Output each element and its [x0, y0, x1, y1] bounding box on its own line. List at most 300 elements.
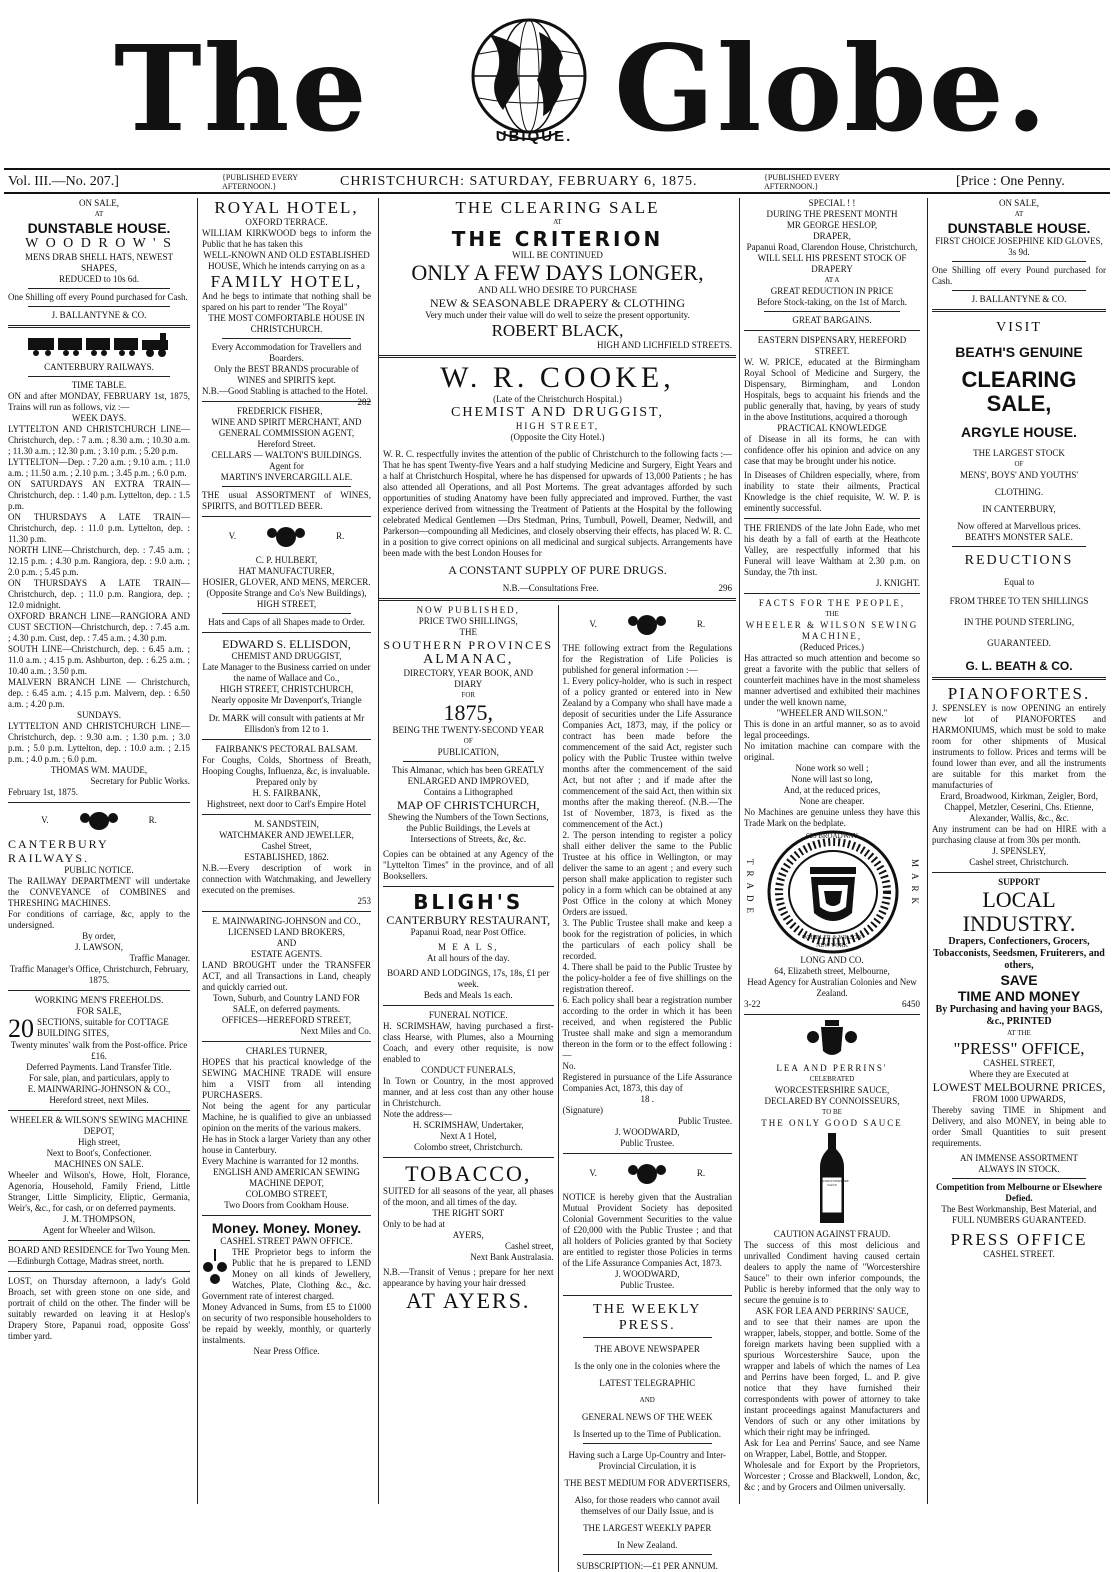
- life-form5: Public Trustee.: [677, 1116, 732, 1126]
- facts-title: FACTS FOR THE PEOPLE,: [758, 598, 906, 608]
- press-thereby: Thereby saving TIME in Shipment and Delivery, and also MONEY, in being able to order Small Quantities to suit present requirements.: [932, 1105, 1106, 1148]
- funeral-body: H. SCRIMSHAW, having purchased a first-class Hearse, with Plumes, also a Mourning Coach, and every other requisite, is now enabled to: [383, 1021, 554, 1064]
- alm-dir: DIRECTORY, YEAR BOOK, AND: [403, 668, 534, 678]
- tobacco-title: TOBACCO,: [405, 1161, 532, 1186]
- special-addr: Papanui Road, Clarendon House, Christchurch,: [746, 242, 918, 252]
- royal-title: ROYAL HOTEL,: [214, 198, 359, 217]
- freeholds-sale: FOR SALE,: [76, 1006, 122, 1016]
- sandstein-street: Cashel Street,: [261, 841, 312, 851]
- hulbert-hats: Hats and Caps of all Shapes made to Order.: [208, 617, 365, 627]
- sandstein-nb: N.B.—Every description of work in connection with Watchmaking, and Jewellery executed on the premises.: [202, 863, 371, 895]
- cooke-nb: [383, 583, 732, 594]
- ad-amp: [563, 1160, 733, 1291]
- royal-nb: [202, 386, 371, 407]
- bottle-label: WORCESTERSHIRE SAUCE: [822, 1179, 849, 1187]
- column-1: [4, 198, 194, 1504]
- beath-co: G. L. BEATH & CO.: [965, 659, 1073, 673]
- alm-now: NOW PUBLISHED,: [416, 605, 520, 615]
- weekly-inserted: Is Inserted up to the Time of Publication.: [573, 1429, 721, 1439]
- mark-label: MARK: [910, 859, 920, 911]
- lea-ask: ASK FOR LEA AND PERRINS' SAUCE,: [755, 1306, 909, 1316]
- notice-body: The RAILWAY DEPARTMENT will undertake the CONVEYANCE of COMBINES and THRESHING MACHINES.: [8, 876, 190, 908]
- place-date: CHRISTCHURCH: SATURDAY, FEBRUARY 6, 1875.: [340, 174, 698, 189]
- money-adv: Money Advanced in Sums, from £5 to £1000 on security of two responsible householders to be repaid by weekly, monthly, or quarterly instalments.: [202, 1302, 371, 1345]
- cooke-supply: A CONSTANT SUPPLY OF PURE DRUGS.: [448, 563, 667, 577]
- notice-name: J. LAWSON,: [74, 942, 124, 952]
- fairbank-addr: Highstreet, next door to Carl's Empire Hotel: [206, 799, 367, 809]
- rail-entry: LYTTELTON AND CHRISTCHURCH LINE—Christchurch, dep. : 7 a.m. ; 8.30 a.m. ; 10.30 a.m. ; 11.30 a.m. ; 12.30 p.m. ; 3.10 p.m. ; 5.20 p.m.: [8, 424, 190, 456]
- mj-town: Town, Suburb, and Country LAND FOR SALE, on deferred payments.: [212, 993, 361, 1014]
- clearing-all: AND ALL WHO DESIRE TO PURCHASE: [478, 285, 637, 295]
- col3-right: [558, 605, 737, 1572]
- eastern-children: In Diseases of Children especially, where, from inability to state their ailments, Practical Knowledge is the chief requisite, W. W. P. is eminently successful.: [744, 470, 920, 513]
- rail-entry: OXFORD BRANCH LINE—RANGIORA AND CUST SECTION—Christchurch, dep. : 7.45 a.m. ; 4.30 p.m. Cust, dep. : 7.45 a.m. ; 4.30 p.m.: [8, 611, 190, 643]
- ellisdon-name: EDWARD S. ELLISDON,: [222, 637, 351, 651]
- dateline: [4, 168, 1110, 194]
- timetable: TIME TABLE.: [71, 380, 127, 390]
- fisher-assort: THE usual ASSORTMENT of WINES, SPIRITS, and BOTTLED BEER.: [202, 490, 371, 511]
- cooke-body: W. R. C. respectfully invites the attention of the public of Christchurch to the following facts :—That he has spent Twenty-five Years and a half studying Medicine and Surgery, Eight Years and a half at Christchurch Hospital, where he has dispensed for upwards of 13,000 Patients ; he has also attended all Operations, and all Post Mortems. The great advantages afforded by such opportunities of studing Anatomy have been fully appreciated and improved. Further, the vast experience derived from witnessing the Treatment of Patients at the Hospital by the following celebrated Medical Gentlemen —Drs Stedman, Prins, Turnbull, Powell, Deamer, Nedwill, and Parkerson—compounding all Medicines, and closely observing their effects, has placed W. R. C. in a position to give correct opinions on all medicinal and surgical subjects. Arrangements have been made with the best London Houses for: [383, 449, 732, 558]
- ad-board: BOARD AND RESIDENCE for Two Young Men.—Edinburgh Cottage, Madras street, north.: [8, 1245, 190, 1266]
- royal-crest-icon: [627, 611, 667, 637]
- special-before: Before Stock-taking, on the 1st of March.: [757, 297, 907, 307]
- alm-year: 1875,: [443, 700, 493, 725]
- press-time: TIME AND MONEY: [957, 988, 1081, 1004]
- life-form2: Registered in pursuance of the Life Assurance Companies Act, 1873, this day of: [562, 1072, 732, 1093]
- facts-l4: None are cheaper.: [799, 796, 865, 806]
- sauce-bottle: [812, 1133, 852, 1225]
- life-item: 2. The person intending to register a policy shall either deliver the same to the Public Trustee at his office in Wellington, or may deliver the same to an agent ; and every such person shall make application to register such policy in a form which can be obtained at any Post Office in the colony at which Money Orders are issued.: [562, 830, 732, 917]
- fisher-line1: WINE AND SPIRIT MERCHANT, AND: [211, 417, 362, 427]
- alm-the: THE: [459, 627, 477, 637]
- press-always: ALWAYS IN STOCK.: [978, 1164, 1060, 1174]
- eastern-prac: PRACTICAL KNOWLEDGE: [777, 423, 887, 433]
- royal-crest-icon: [79, 809, 119, 831]
- clearing-addr: HIGH AND LICHFIELD STREETS.: [597, 340, 732, 350]
- ad-life-policies: [563, 611, 733, 1149]
- lea-decl: DECLARED BY CONNOISSEURS,: [764, 1096, 900, 1106]
- col3-subcolumns: [379, 605, 736, 1572]
- royal-accom: Every Accommodation for Travellers and Boarders.: [211, 342, 362, 363]
- freeholds-walk: Twenty minutes' walk from the Post-office. Price £16.: [10, 1040, 188, 1061]
- dunstable-house: DUNSTABLE HOUSE.: [947, 220, 1091, 236]
- alm-shew: Shewing the Numbers of the Town Sections, the Public Buildings, the Levels at Intersections of Streets, &c, &c.: [388, 812, 549, 844]
- clearing-will: WILL BE CONTINUED: [512, 250, 603, 260]
- ad-dunstable-2: [932, 198, 1106, 305]
- ad-ellisdon: [202, 637, 371, 735]
- rail-entry: ON THURSDAYS A LATE TRAIN—Christchurch, dep. : 11.0 p.m. Lyttelton, dep. : 11.30 p.m.: [8, 512, 190, 544]
- beath-now: Now offered at Marvellous prices.: [957, 521, 1081, 531]
- ad-mainwaring: [202, 916, 371, 1037]
- lea-only: THE ONLY GOOD SAUCE: [761, 1118, 903, 1128]
- friends-body: THE FRIENDS of the late John Eade, who met his death by a fall of earth at the Heathcote Valley, are respectfully informed that his Funeral will leave Waltham at 2.30 p.m. on Sunday, the 7th inst.: [744, 523, 920, 577]
- life-body: THE following extract from the Regulations for the Registration of Life Policies is published for general information :—: [562, 643, 732, 675]
- bligh-title: BLIGH'S: [413, 890, 524, 914]
- sunday-entry: LYTTELTON AND CHRISTCHURCH LINE—Christchurch, dep. : 9.30 a.m. ; 1.30 p.m. ; 3.0 p.m. ; 5.0 p.m. Lyttelton, dep. : 10.0 a.m. ; 2.15 p.m. ; 4.0 p.m. ; 6.0 p.m.: [8, 721, 190, 764]
- notice-office: Traffic Manager's Office, Christchurch, February, 1875.: [9, 964, 189, 985]
- hulbert-opp: (Opposite Strange and Co's New Buildings), HIGH STREET,: [206, 588, 367, 609]
- friends-name: J. KNIGHT.: [875, 578, 920, 588]
- ad-pianofortes: [932, 684, 1106, 868]
- bligh-meals: M E A L S,: [438, 942, 499, 952]
- ad-tobacco: [383, 1162, 554, 1313]
- trade-mark-block: [744, 829, 920, 955]
- mj-name: E. MAINWARING-JOHNSON and CO.,: [212, 916, 361, 926]
- beath-largest: THE LARGEST STOCK: [973, 448, 1065, 458]
- tobacco-at: AT AYERS.: [406, 1288, 531, 1313]
- ad-bligh: [383, 891, 554, 1001]
- fisher-cellars: CELLARS — WALTON'S BUILDINGS.: [211, 450, 362, 460]
- rail-role: Secretary for Public Works.: [90, 776, 190, 786]
- weekly-above: THE ABOVE NEWSPAPER: [594, 1344, 700, 1354]
- fairbank-name: H. S. FAIRBANK,: [252, 788, 321, 798]
- clearing-at: AT: [553, 218, 562, 226]
- fisher-ale: MARTIN'S INVERCARGILL ALE.: [220, 472, 353, 482]
- trade-label: TRADE: [745, 859, 755, 919]
- turner-agent: Not being the agent for any particular Machine, he is qualified to give an unbiassed opinion on the merits of the various makers.: [202, 1101, 371, 1133]
- woodrows: W O O D R O W ' S: [25, 236, 173, 251]
- lea-rest: and to see that their names are upon the wrapper, labels, stopper, and bottle. Some of the foreign markets having been supplied with a spurious Worcestershire Sauce, upon the wrapper and labels of which the names of Lea and Perrins have been forged, L. and P. give notice that they have furnished their correspondents with power of attorney to take instant proceedings against Manufacturers and Vendors of such or any other imitations by which their right may be infringed.: [744, 1317, 920, 1437]
- alm-diary: DIARY: [454, 679, 483, 689]
- royal-intimate: And he begs to intimate that nothing shall be spared on his part to render "The Royal": [202, 291, 371, 312]
- special-body: DURING THE PRESENT MONTH: [766, 209, 898, 219]
- facts-quote: "WHEELER AND WILSON.": [776, 708, 888, 718]
- beath-guar: GUARANTEED.: [987, 638, 1051, 648]
- facts-l1: None work so well ;: [795, 763, 869, 773]
- train-icon: [24, 332, 174, 358]
- money-body: THE Proprietor begs to inform the Public that he is prepared to LEND Money on all kinds of Jewellery, Watches, Plate, Clothing &c., &c. Government rate of interest charged.: [202, 1247, 371, 1301]
- notice-order: By order,: [82, 931, 116, 941]
- wheeler-onsale: MACHINES ON SALE.: [54, 1159, 144, 1169]
- life-item: 4. There shall be paid to the Public Trustee by the policy-holder a fee of five shillings on the registration thereof.: [562, 962, 732, 994]
- rail-entry: MALVERN BRANCH LINE — Christchurch, dep. : 6.45 a.m. ; 4.15 p.m. Malvern, dep. : 6.50 a.m. ; 4.20 p.m.: [8, 677, 190, 709]
- onsale: ON SALE,: [79, 198, 119, 208]
- weekly-only: Is the only one in the colonies where the: [574, 1361, 720, 1371]
- cooke-trade: CHEMIST AND DRUGGIST,: [451, 405, 664, 420]
- amp-role: Public Trustee.: [620, 1280, 675, 1290]
- alm-being: BEING THE TWENTY-SECOND YEAR: [392, 725, 545, 735]
- freeholds-plans: For sale, plan, and particulars, apply to: [28, 1073, 170, 1083]
- money-office: CASHEL STREET PAWN OFFICE.: [220, 1236, 353, 1246]
- money-title: Money. Money. Money.: [211, 1220, 362, 1236]
- turner-depot: ENGLISH AND AMERICAN SEWING MACHINE DEPOT,: [213, 1167, 360, 1188]
- royal-num: 282: [357, 397, 371, 407]
- column-2: [197, 198, 375, 1504]
- tobacco-nb: N.B.—Transit of Venus ; prepare for her next appearance by having your hair dressed: [383, 1267, 554, 1288]
- notice-sub: PUBLIC NOTICE.: [64, 865, 134, 875]
- turner-street: COLOMBO STREET,: [245, 1189, 328, 1199]
- mj-estate: ESTATE AGENTS.: [250, 949, 323, 959]
- masthead: [4, 0, 1110, 168]
- ad-royal-hotel: [202, 198, 371, 407]
- ellisdon-trade: CHEMIST AND DRUGGIST,: [231, 651, 342, 661]
- beath-pound: IN THE POUND STERLING,: [963, 617, 1075, 627]
- freeholds-num: 20: [8, 1014, 34, 1043]
- facts-fraud: This is done in an artful manner, so as to avoid legal proceedings.: [744, 719, 920, 740]
- price: [Price : One Penny.: [956, 174, 1065, 189]
- ad-money: [202, 1220, 371, 1357]
- column-4: [739, 198, 924, 1504]
- rail-entry: ON THURSDAYS A LATE TRAIN—Christchurch, dep. ; 11.0 p.m. Rangiora, dep. ; 12.0 midnight.: [8, 578, 190, 610]
- beath-visit: VISIT: [996, 320, 1042, 335]
- ellisdon-mark: Dr. MARK will consult with patients at Mr Ellisdon's from 12 to 1.: [208, 713, 365, 734]
- at: AT: [1014, 210, 1024, 218]
- notice-role: Traffic Manager.: [129, 953, 190, 963]
- beath-of: OF: [1014, 460, 1024, 468]
- railways-title: CANTERBURY RAILWAYS.: [44, 362, 154, 372]
- published-note-left: {PUBLISHED EVERY AFTERNOON.}: [222, 173, 299, 191]
- lea-celeb: CELEBRATED: [809, 1075, 855, 1083]
- fisher-agent: Agent for: [269, 461, 304, 471]
- ellisdon-near: Nearly opposite Mr Davenport's, Triangle: [211, 695, 362, 705]
- tobacco-only: Only to be had at: [383, 1219, 445, 1229]
- fairbank-prep: Prepared only by: [255, 777, 318, 787]
- wheeler-role: Agent for Wheeler and Wilson.: [42, 1225, 156, 1235]
- signature: J. BALLANTYNE & CO.: [971, 294, 1067, 304]
- volume-number: Vol. III.—No. 207.]: [8, 174, 119, 189]
- ad-wheeler-depot: [8, 1115, 190, 1236]
- dunstable-body: FIRST CHOICE JOSEPHINE KID GLOVES, 3s 9d.: [935, 236, 1103, 257]
- funeral-title: FUNERAL NOTICE.: [428, 1010, 508, 1020]
- alm-map: MAP OF CHRISTCHURCH,: [396, 798, 540, 812]
- wheeler-body: Wheeler and Wilson's, Howe, Holt, Florance, Agenoria, Household, Family Friend, Little Stranger, Little Simplicity, Eliptic, Germania, Weir's, &c., for cash, or on deferred payments.: [8, 1170, 190, 1213]
- eastern-rest: of Disease in all its forms, he can with confidence offer his opinion and advice on any case that may be brought under his notice.: [744, 434, 920, 466]
- facts-num2: 6450: [902, 999, 920, 1009]
- sandstein-num: 253: [357, 896, 371, 906]
- press-support: SUPPORT: [998, 877, 1040, 887]
- life-item: 6. Each policy shall bear a registration number according to the order in which it has been received, and when registered the Public Trustee shall make and sign a memorandum thereon in the form or to the effect following :—: [562, 995, 732, 1060]
- cooke-name: W. R. COOKE,: [440, 361, 675, 394]
- v: V.: [41, 814, 49, 825]
- lea-caution: CAUTION AGAINST FRAUD.: [773, 1229, 891, 1239]
- beath-equal: Equal to: [1003, 577, 1035, 587]
- ad-turner: [202, 1046, 371, 1211]
- life-form1: No.: [562, 1061, 576, 1071]
- bligh-hours: At all hours of the day.: [427, 953, 510, 963]
- cooke-late: (Late of the Christchurch Hospital.): [493, 394, 622, 404]
- weekly-general: GENERAL NEWS OF THE WEEK: [581, 1412, 713, 1422]
- v: V.: [589, 618, 597, 629]
- r: R.: [336, 530, 345, 541]
- weekdays: WEEK DAYS.: [71, 413, 127, 423]
- seal-mid: WHEELER & WILSON: [802, 935, 862, 941]
- facts-l2: None will last so long,: [791, 774, 873, 784]
- ad-cooke: [379, 362, 736, 594]
- life-role: Public Trustee.: [620, 1138, 675, 1148]
- ad-fairbank: [202, 744, 371, 810]
- sandstein-trade: WATCHMAKER AND JEWELLER,: [219, 830, 354, 840]
- beath-mens: MENS', BOYS' AND YOUTHS': [959, 470, 1079, 480]
- facts-machine: WHEELER & WILSON SEWING MACHINE,: [745, 620, 919, 641]
- ad-eastern-dispensary: [744, 335, 920, 514]
- ad-special-heslop: [744, 198, 920, 326]
- hats: MENS DRAB SHELL HATS, NEWEST SHAPES,: [25, 252, 173, 273]
- lea-title: LEA AND PERRINS': [776, 1063, 888, 1073]
- press-having: By Purchasing and having your BAGS, &c., PRINTED: [935, 1004, 1103, 1027]
- lea-ask2: Ask for Lea and Perrins' Sauce, and see Name on Wrapper, Label, Bottle, and Stopper.: [744, 1438, 920, 1459]
- r: R.: [696, 1167, 706, 1178]
- press-cs: CASHEL STREET.: [983, 1249, 1055, 1259]
- tobacco-body: SUITED for all seasons of the year, all phases of the moon, and all times of the day.: [383, 1186, 554, 1207]
- turner-doors: Two Doors from Cookham House.: [224, 1200, 349, 1210]
- press-best: The Best Workmanship, Best Material, and: [941, 1204, 1097, 1214]
- dunstable-house: DUNSTABLE HOUSE.: [27, 220, 171, 236]
- shilling-off: One Shilling off every Pound purchased for Cash.: [932, 265, 1106, 286]
- masthead-title-right: Globe.: [614, 19, 1049, 158]
- funeral-name: H. SCRIMSHAW, Undertaker,: [412, 1120, 524, 1130]
- wheeler-name: J. M. THOMPSON,: [62, 1214, 136, 1224]
- alm-copies: Copies can be obtained at any Agency of the "Lyttelton Times" in the province, and of all Booksellers.: [383, 849, 554, 881]
- beath-clearing: CLEARING SALE,: [961, 367, 1077, 416]
- amp-name: J. WOODWARD,: [614, 1269, 680, 1279]
- rail-entry: LYTTELTON—Dep. : 7.20 a.m. ; 9.10 a.m. ; 11.0 a.m. ; 11.50 a.m. ; 2.10 p.m. ; 3.45 p.m. ; 6.0 p.m.: [8, 457, 190, 478]
- weekly-having: Having such a Large Up-Country and Inter-Provincial Circulation, it is: [568, 1450, 727, 1471]
- piano-body: J. SPENSLEY is now OPENING an entirely new lot of PIANOFORTES and HARMONIUMS, which must be sold to make room for other shipments of Musical instruments to follow. Prices and terms will be found lower than ever, and all the instruments are suitable for this market from the manufacturies of: [932, 703, 1106, 790]
- ad-railway-notice: [8, 809, 190, 986]
- piano-hire: Any instrument can be had on HIRE with a purchasing clause at from 30s per month.: [932, 824, 1106, 845]
- bligh-board: BOARD AND LODGINGS, 17s, 18s, £1 per week.: [387, 968, 550, 989]
- funeral-next: Next A 1 Hotel,: [440, 1131, 497, 1141]
- rail-date: February 1st, 1875.: [8, 787, 78, 797]
- published-note-right: {PUBLISHED EVERY AFTERNOON.}: [764, 173, 841, 191]
- newspaper-page: [4, 0, 1110, 1571]
- ad-clearing-sale: [379, 198, 736, 351]
- hulbert-name: C. P. HULBERT,: [255, 555, 318, 565]
- royal-body: WILLIAM KIRKWOOD begs to inform the Public that he has taken this: [202, 228, 371, 249]
- weekly-also: Also, for those readers who cannot avail themselves of our Daily Issue, and is: [574, 1495, 720, 1516]
- royal-known: WELL-KNOWN AND OLD ESTABLISHED HOUSE, Which he intends carrying on as a: [203, 250, 370, 271]
- turner-body: HOPES that his practical knowledge of the SEWING MACHINE TRADE will ensure him a VISIT from all intending PURCHASERS.: [202, 1057, 371, 1100]
- royal-family: FAMILY HOTEL,: [210, 272, 363, 291]
- seal-top: 625 BROADWAY: [805, 832, 859, 840]
- rail-entry: NORTH LINE—Christchurch, dep. : 7.45 a.m. ; 12.15 p.m. ; 4.30 p.m. Rangiora, dep. : 9.0 a.m. ; 2.0 p.m. ; 5.45 p.m.: [8, 545, 190, 577]
- weekly-title: THE WEEKLY PRESS.: [593, 1302, 702, 1333]
- mj-and: AND: [276, 938, 297, 948]
- piano-addr: Cashel street, Christchurch.: [969, 857, 1069, 867]
- alm-contains: Contains a Lithographed: [423, 787, 513, 797]
- funeral-note: Note the address—: [383, 1109, 452, 1119]
- freeholds-line: SECTIONS, suitable for COTTAGE BUILDING SITES,: [37, 1017, 169, 1038]
- funeral-conduct: CONDUCT FUNERALS,: [421, 1065, 516, 1075]
- special-at: AT A: [824, 276, 840, 284]
- signature: J. BALLANTYNE & CO.: [51, 310, 147, 320]
- piano-name: J. SPENSLEY,: [992, 846, 1046, 856]
- ad-railways: [8, 332, 190, 798]
- clearing-value: Very much under their value will do well to seize the present opportunity.: [425, 310, 690, 320]
- press-save: SAVE: [1000, 972, 1038, 988]
- life-name: J. WOODWARD,: [614, 1127, 680, 1137]
- shilling-off: One Shilling off every Pound purchased for Cash.: [8, 292, 188, 302]
- facts-the: THE: [825, 610, 839, 618]
- press-where: Where they are Executed at: [969, 1069, 1069, 1079]
- ad-weekly-press: [563, 1302, 733, 1572]
- at: AT: [94, 210, 104, 218]
- ad-lost: LOST, on Thursday afternoon, a lady's Gold Broach, set with green stone on one side, and portrait of child on the other. The finder will be suitably rewarded on leaving it at Heslop's Drapery Store, Papanui road, opposite Goss' timber yard.: [8, 1276, 190, 1341]
- bligh-beds: Beds and Meals 1s each.: [423, 990, 513, 1000]
- masthead-title-left: The: [114, 19, 369, 158]
- alm-title: SOUTHERN PROVINCES: [383, 638, 554, 652]
- mj-trade: LICENSED LAND BROKERS,: [228, 927, 345, 937]
- royal-addr: OXFORD TERRACE.: [245, 217, 328, 227]
- weekly-latest: LATEST TELEGRAPHIC: [599, 1378, 696, 1388]
- sandstein-name: M. SANDSTEIN,: [254, 819, 319, 829]
- cooke-street: HIGH STREET,: [515, 421, 600, 431]
- funeral-rest: In Town or Country, in the most approved manner, and at less cost than any other house in Christchurch.: [383, 1076, 554, 1108]
- sundays: SUNDAYS.: [77, 710, 121, 720]
- ad-fisher: [202, 406, 371, 512]
- alm-of: OF: [463, 737, 473, 745]
- r: R.: [148, 814, 157, 825]
- bligh-addr: Papanui Road, near Post Office.: [410, 927, 526, 937]
- royal-arms-icon: [807, 1019, 857, 1061]
- ad-dunstable-1: [8, 198, 190, 321]
- turner-stock: He has in Stock a larger Variety than any other house in Canterbury.: [202, 1134, 371, 1155]
- column-3: [378, 198, 736, 1571]
- ad-lea-perrins: [744, 1019, 920, 1493]
- ad-beath: [932, 320, 1106, 673]
- piano-title: PIANOFORTES.: [947, 684, 1091, 703]
- wheeler-high: High street,: [78, 1137, 120, 1147]
- life-form3: 18 .: [640, 1094, 654, 1104]
- funeral-addr: Colombo street, Christchurch.: [414, 1142, 523, 1152]
- press-full: FULL NUMBERS GUARANTEED.: [952, 1215, 1086, 1225]
- notice-cond: For conditions of carriage, &c, apply to the undersigned.: [8, 909, 190, 930]
- lea-body: The success of this most delicious and unrivalled Condiment having caused certain dealers to apply the name of "Worcestershire Sauce" to their own inferior compounds, the Public is hereby informed that the only way to secure the genuine is to: [744, 1240, 920, 1305]
- special-bargains: GREAT BARGAINS.: [792, 315, 872, 325]
- press-street: CASHEL STREET,: [983, 1058, 1055, 1068]
- facts-no: No imitation machine can compare with the original.: [744, 741, 920, 762]
- clearing-only: ONLY A FEW DAYS LONGER,: [411, 260, 704, 285]
- beath-genuine: BEATH'S GENUINE: [955, 344, 1083, 360]
- turner-name: CHARLES TURNER,: [245, 1046, 328, 1056]
- alm-greatly: This Almanac, which has been GREATLY ENLARGED AND IMPROVED,: [391, 765, 545, 786]
- ad-friends: [744, 523, 920, 589]
- mj-next: Next Miles and Co.: [300, 1026, 371, 1036]
- ad-funeral: [383, 1010, 554, 1153]
- hulbert-trade: HAT MANUFACTURER,: [238, 566, 335, 576]
- royal-brands: Only the BEST BRANDS procurable of WINES and SPIRITS kept.: [214, 364, 359, 385]
- ad-facts-people: [744, 598, 920, 1010]
- weekly-nz: In New Zealand.: [617, 1540, 678, 1550]
- col3-left: [379, 605, 558, 1572]
- facts-genuine: No Machines are genuine unless they have this Trade Mark on the bedplate.: [744, 807, 920, 828]
- facts-nums: [744, 999, 920, 1010]
- facts-agent: LONG AND CO.: [800, 955, 864, 965]
- facts-num1: 3-22: [744, 999, 761, 1009]
- beath-inc: IN CANTERBURY,: [982, 504, 1056, 514]
- lea-tobe: TO BE: [822, 1108, 842, 1116]
- reduced: REDUCED to 10s 6d.: [58, 274, 139, 284]
- fairbank-title: FAIRBANK'S PECTORAL BALSAM.: [215, 744, 358, 754]
- tobacco-right: THE RIGHT SORT: [432, 1208, 505, 1218]
- clearing-title: THE CLEARING SALE: [455, 198, 660, 217]
- royal-crest-icon: [266, 523, 306, 549]
- lea-sauce: WORCESTERSHIRE SAUCE,: [774, 1085, 890, 1095]
- notice-title: CANTERBURY RAILWAYS.: [8, 837, 109, 865]
- freeholds-agent: E. MAINWARING-JOHNSON & CO.,: [27, 1084, 171, 1094]
- special-draper: DRAPER,: [813, 231, 851, 241]
- hulbert-line: HOSIER, GLOVER, AND MENS, MERCER.: [202, 577, 371, 587]
- special-great: GREAT REDUCTION IN PRICE: [770, 286, 894, 296]
- press-from: FROM 1000 UPWARDS,: [972, 1094, 1066, 1104]
- alm-for: FOR: [461, 691, 476, 699]
- masthead-motto: UBIQUE.: [495, 128, 573, 145]
- press-atthe: AT THE: [1007, 1029, 1031, 1037]
- sandstein-est: ESTABLISHED, 1862.: [244, 852, 329, 862]
- criterion: THE CRITERION: [451, 227, 664, 251]
- weekly-best: THE BEST MEDIUM FOR ADVERTISERS,: [564, 1478, 731, 1488]
- alm-price: PRICE TWO SHILLINGS,: [418, 616, 518, 626]
